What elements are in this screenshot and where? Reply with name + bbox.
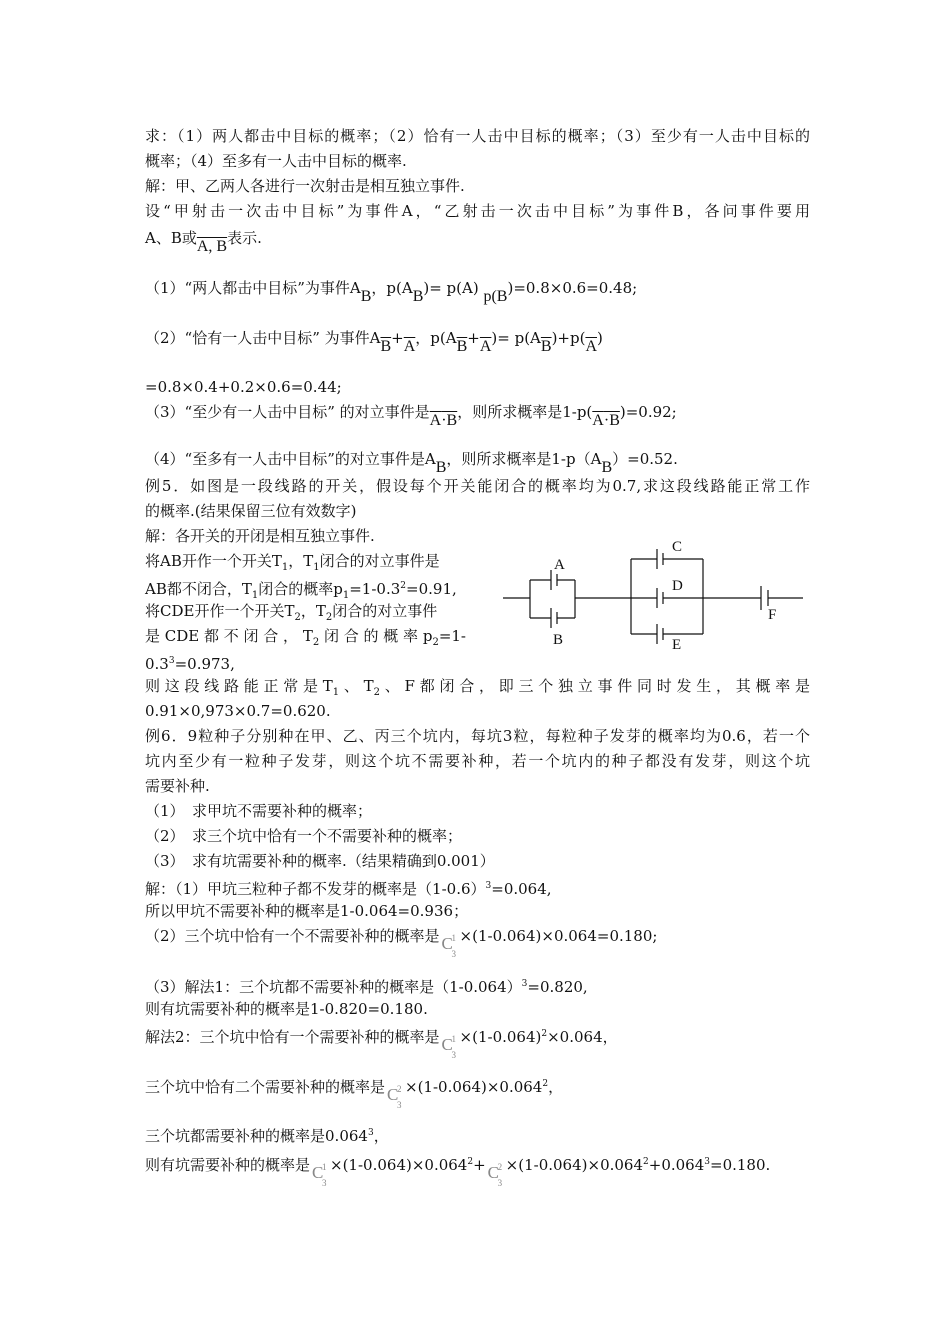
combination-c31: C 1 3 bbox=[441, 1034, 457, 1060]
text-line: AB都不闭合，$T_1$闭合的概率$p_1=1-0.3^2=0.91$, bbox=[145, 580, 457, 601]
switch-label-b: B bbox=[553, 632, 564, 648]
text-line: （1）“两人都击中目标”为事件AB，p(AB)= p(A) p(B)=0.8×0.6=0.48; bbox=[145, 279, 638, 305]
combination-c32: C 2 3 bbox=[387, 1084, 402, 1110]
text-line: （3）“至少有一人击中目标” 的对立事件是$\overline{A}\cdot B$，则所求概率是$1-p(\overline{A}\cdot B)=0.92$; bbox=[145, 403, 677, 429]
combination-c31: C 1 3 bbox=[441, 933, 457, 959]
text-line: 则有坑需要补种的概率是 C 1 3 $\times(1-0.064)\times 0.064^2+$ C 2 3 $\times(1-0.064)\times 0.064^2+0.064^3=0.180$. bbox=[145, 1156, 771, 1188]
text-line: 则这段线路能正常是$T_1$、$T_2$、F都闭合，即三个独立事件同时发生，其概率是 bbox=[145, 677, 810, 698]
text-line: 设“甲射击一次击中目标”为事件A，“乙射击一次击中目标”为事件B，各问事件要用 bbox=[145, 202, 810, 220]
text-line: 概率；（4）至多有一人击中目标的概率. bbox=[145, 152, 407, 170]
switch-label-f: F bbox=[768, 607, 777, 623]
text-line: 所以甲坑不需要补种的概率是1-0.064=0.936； bbox=[145, 902, 469, 920]
text-line: 需要补种. bbox=[145, 777, 210, 795]
text-line: $0.3^3=0.973$, bbox=[145, 655, 235, 673]
text-line: 解：各开关的开闭是相互独立事件. bbox=[145, 527, 375, 545]
text-line: （2） 求三个坑中恰有一个不需要补种的概率； bbox=[145, 827, 463, 845]
text-line: A、B或A, B表示. bbox=[145, 229, 262, 255]
text-line: 例5．如图是一段线路的开关，假设每个开关能闭合的概率均为0.7,求这段线路能正常工作 bbox=[145, 477, 810, 495]
switch-label-e: E bbox=[672, 637, 682, 650]
text-line: 解：（1）甲坑三粒种子都不发芽的概率是$(1-0.6)^3=0.064$, bbox=[145, 880, 552, 898]
text-line: 将AB开作一个开关$T_1$，$T_1$闭合的对立事件是 bbox=[145, 552, 440, 573]
circuit-diagram bbox=[495, 530, 815, 650]
text-line: 则有坑需要补种的概率是1-0.820=0.180. bbox=[145, 1000, 428, 1018]
text-line: （2）三个坑中恰有一个不需要补种的概率是 C 1 3 ×(1-0.064)×0.064=0.180; bbox=[145, 927, 658, 959]
switch-label-c: C bbox=[672, 539, 683, 555]
text-line: 求：（1）两人都击中目标的概率；（2）恰有一人击中目标的概率；（3）至少有一人击中目标的 bbox=[145, 127, 810, 145]
text-line: （2）“恰有一人击中目标” 为事件$A\overline{B}+\overline{A}$，$p(A\overline{B}+\overline{A})= p(A\overline{B})+p(\overline{A})$ bbox=[145, 329, 603, 355]
text-line: 0.91×0,973×0.7=0.620. bbox=[145, 702, 331, 720]
combination-c32: C 2 3 bbox=[487, 1162, 503, 1188]
text-line: 的概率.(结果保留三位有效数字) bbox=[145, 502, 357, 520]
text-line: 解：甲、乙两人各进行一次射击是相互独立事件. bbox=[145, 177, 465, 195]
switch-label-a: A bbox=[554, 557, 565, 573]
math-notA-notB: A, B bbox=[196, 238, 228, 255]
text-line: 是 CDE 都 不 闭 合 ， $T_2$ 闭 合 的 概 率 $p_2=1-$ bbox=[145, 627, 466, 648]
text-line: （1） 求甲坑不需要补种的概率； bbox=[145, 802, 373, 820]
switch-label-d: D bbox=[672, 578, 683, 594]
text-line: 三个坑都需要补种的概率是0.064$^3$， bbox=[145, 1127, 389, 1145]
text-line: （4）“至多有一人击中目标”的对立事件是AB，则所求概率是1-p（AB）=0.52. bbox=[145, 450, 678, 476]
text-line: （3）解法1：三个坑都不需要补种的概率是$(1-0.064)^3=0.820$, bbox=[145, 978, 588, 996]
combination-c31: C 1 3 bbox=[312, 1162, 327, 1188]
text-line: 三个坑中恰有二个需要补种的概率是 C 2 3 $\times(1-0.064)\times 0.064^2$， bbox=[145, 1078, 564, 1110]
text-line: 坑内至少有一粒种子发芽，则这个坑不需要补种，若一个坑内的种子都没有发芽，则这个坑 bbox=[145, 752, 810, 770]
text-line: =0.8×0.4+0.2×0.6=0.44; bbox=[145, 378, 342, 396]
text-line: 例6．9粒种子分别种在甲、乙、丙三个坑内，每坑3粒，每粒种子发芽的概率均为0.6，若一个 bbox=[145, 727, 810, 745]
text-line: 解法2：三个坑中恰有一个需要补种的概率是 C 1 3 $\times(1-0.064)^2\times 0.064$， bbox=[145, 1028, 618, 1060]
text-line: （3） 求有坑需要补种的概率.（结果精确到0.001） bbox=[145, 852, 495, 870]
text-line: 将CDE开作一个开关$T_2$，$T_2$闭合的对立事件 bbox=[145, 602, 438, 623]
